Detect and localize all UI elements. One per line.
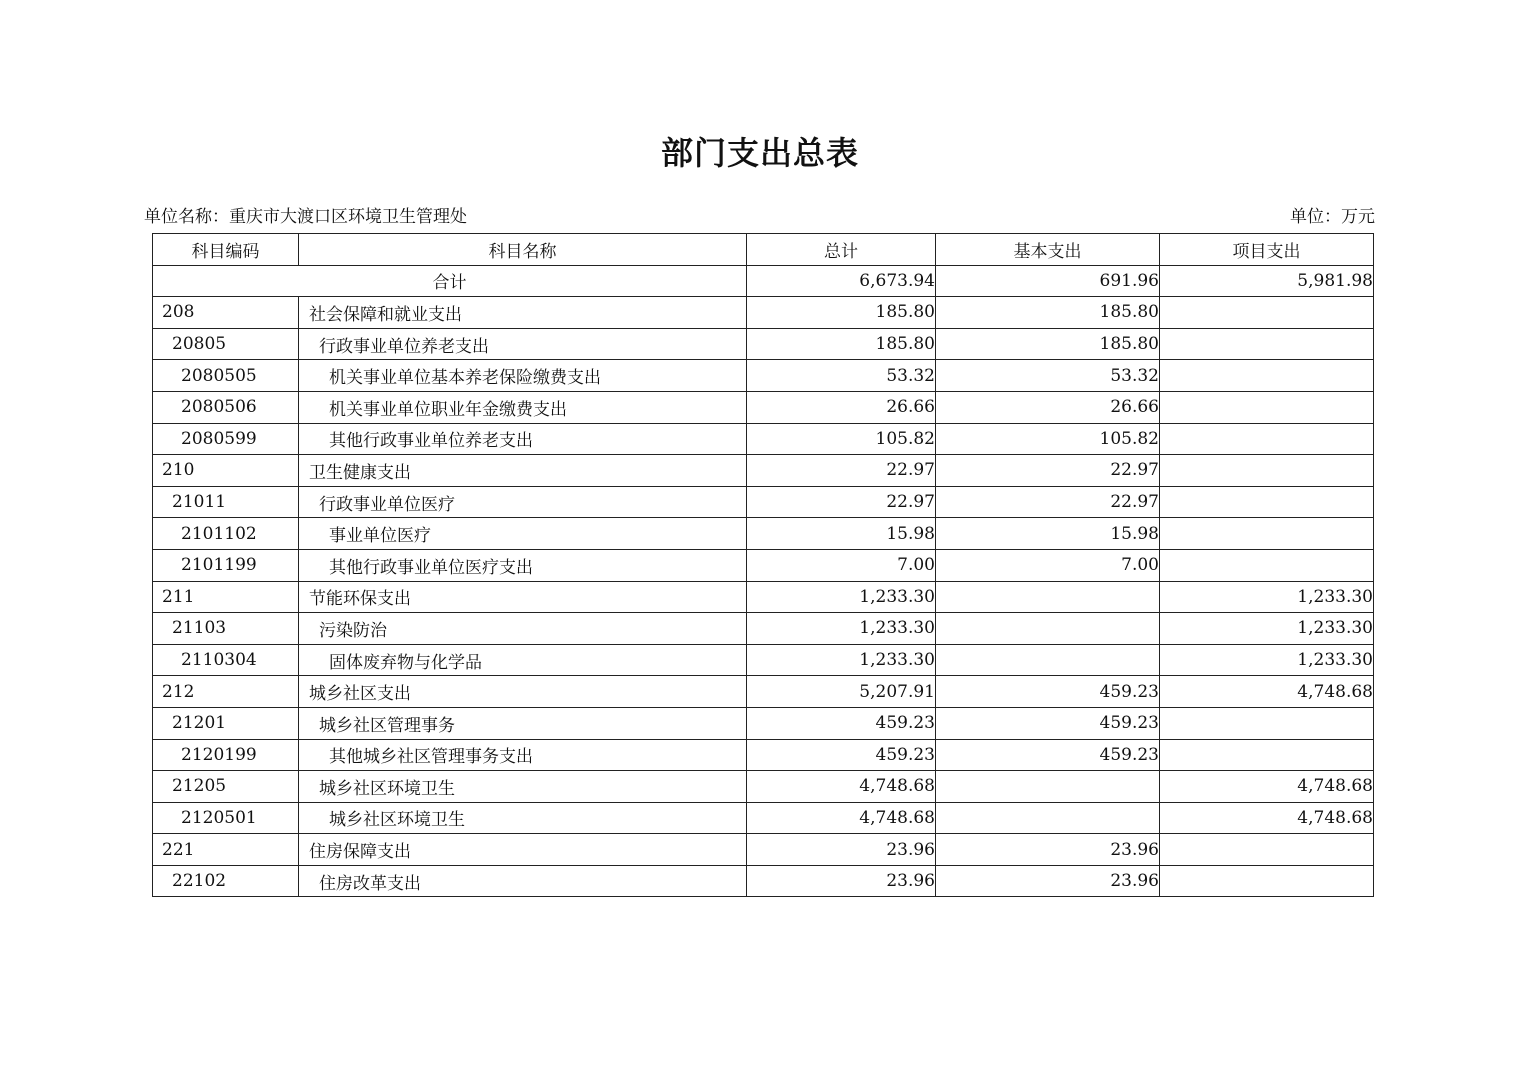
row-project (1160, 328, 1374, 360)
row-name: 住房改革支出 (299, 865, 747, 897)
summary-row (153, 265, 1374, 297)
row-name: 城乡社区环境卫生 (299, 802, 747, 834)
row-code: 212 (153, 676, 299, 708)
row-project: 1,233.30 (1160, 581, 1374, 613)
table-row (153, 865, 1374, 897)
unit-label: 单位：万元 (1290, 207, 1375, 227)
summary-total: 6,673.94 (747, 265, 936, 297)
row-name: 机关事业单位职业年金缴费支出 (299, 391, 747, 423)
table-row (153, 739, 1374, 771)
row-name: 节能环保支出 (299, 581, 747, 613)
row-basic (936, 581, 1160, 613)
row-total: 53.32 (747, 360, 936, 392)
table-row (153, 297, 1374, 329)
table-row (153, 581, 1374, 613)
table-row (153, 613, 1374, 645)
row-code: 211 (153, 581, 299, 613)
row-total: 4,748.68 (747, 771, 936, 803)
row-project: 4,748.68 (1160, 802, 1374, 834)
row-name: 城乡社区管理事务 (299, 707, 747, 739)
row-total: 5,207.91 (747, 676, 936, 708)
row-code: 21103 (153, 613, 299, 645)
row-total: 23.96 (747, 834, 936, 866)
row-project: 4,748.68 (1160, 676, 1374, 708)
row-basic: 23.96 (936, 865, 1160, 897)
table-row (153, 834, 1374, 866)
row-project (1160, 423, 1374, 455)
row-total: 185.80 (747, 328, 936, 360)
row-project (1160, 486, 1374, 518)
table-row (153, 423, 1374, 455)
row-basic (936, 802, 1160, 834)
row-basic (936, 771, 1160, 803)
table-row (153, 676, 1374, 708)
row-name: 卫生健康支出 (299, 455, 747, 487)
row-total: 4,748.68 (747, 802, 936, 834)
row-name: 城乡社区支出 (299, 676, 747, 708)
header-basic: 基本支出 (936, 234, 1160, 266)
row-code: 210 (153, 455, 299, 487)
row-basic: 459.23 (936, 739, 1160, 771)
table-body (153, 265, 1374, 897)
header-project: 项目支出 (1160, 234, 1374, 266)
row-total: 15.98 (747, 518, 936, 550)
row-basic: 53.32 (936, 360, 1160, 392)
row-project (1160, 391, 1374, 423)
row-code: 2120501 (153, 802, 299, 834)
row-project (1160, 865, 1374, 897)
row-project (1160, 297, 1374, 329)
row-code: 20805 (153, 328, 299, 360)
row-code: 2080599 (153, 423, 299, 455)
table-row (153, 360, 1374, 392)
row-basic: 185.80 (936, 297, 1160, 329)
summary-label: 合计 (153, 265, 747, 297)
row-total: 459.23 (747, 739, 936, 771)
row-code: 2101102 (153, 518, 299, 550)
table-row (153, 518, 1374, 550)
row-total: 1,233.30 (747, 644, 936, 676)
row-basic: 459.23 (936, 676, 1160, 708)
row-code: 2101199 (153, 549, 299, 581)
row-project (1160, 549, 1374, 581)
header-code: 科目编码 (153, 234, 299, 266)
row-total: 105.82 (747, 423, 936, 455)
row-project (1160, 834, 1374, 866)
row-total: 1,233.30 (747, 581, 936, 613)
row-total: 23.96 (747, 865, 936, 897)
row-basic: 23.96 (936, 834, 1160, 866)
expenditure-table (152, 233, 1374, 897)
table-row (153, 644, 1374, 676)
row-code: 221 (153, 834, 299, 866)
row-basic: 22.97 (936, 455, 1160, 487)
row-name: 污染防治 (299, 613, 747, 645)
row-name: 行政事业单位养老支出 (299, 328, 747, 360)
row-project: 1,233.30 (1160, 613, 1374, 645)
row-basic: 185.80 (936, 328, 1160, 360)
row-name: 城乡社区环境卫生 (299, 771, 747, 803)
row-basic (936, 613, 1160, 645)
row-code: 2110304 (153, 644, 299, 676)
row-name: 固体废弃物与化学品 (299, 644, 747, 676)
row-name: 住房保障支出 (299, 834, 747, 866)
row-project: 1,233.30 (1160, 644, 1374, 676)
table-row (153, 328, 1374, 360)
header-total: 总计 (747, 234, 936, 266)
row-name: 其他行政事业单位养老支出 (299, 423, 747, 455)
table-row (153, 707, 1374, 739)
row-basic: 15.98 (936, 518, 1160, 550)
row-basic: 105.82 (936, 423, 1160, 455)
row-basic: 459.23 (936, 707, 1160, 739)
row-basic: 7.00 (936, 549, 1160, 581)
summary-basic: 691.96 (936, 265, 1160, 297)
row-name: 事业单位医疗 (299, 518, 747, 550)
row-basic: 22.97 (936, 486, 1160, 518)
row-project (1160, 739, 1374, 771)
row-code: 21201 (153, 707, 299, 739)
row-name: 行政事业单位医疗 (299, 486, 747, 518)
table-row (153, 486, 1374, 518)
row-code: 2120199 (153, 739, 299, 771)
row-code: 22102 (153, 865, 299, 897)
row-code: 208 (153, 297, 299, 329)
row-total: 185.80 (747, 297, 936, 329)
row-total: 7.00 (747, 549, 936, 581)
row-total: 1,233.30 (747, 613, 936, 645)
row-total: 22.97 (747, 455, 936, 487)
row-basic: 26.66 (936, 391, 1160, 423)
row-code: 2080506 (153, 391, 299, 423)
row-project (1160, 455, 1374, 487)
row-name: 其他行政事业单位医疗支出 (299, 549, 747, 581)
row-name: 机关事业单位基本养老保险缴费支出 (299, 360, 747, 392)
unit-name-label: 单位名称：重庆市大渡口区环境卫生管理处 (144, 207, 467, 227)
row-project (1160, 518, 1374, 550)
row-total: 459.23 (747, 707, 936, 739)
table-row (153, 771, 1374, 803)
row-total: 22.97 (747, 486, 936, 518)
row-name: 社会保障和就业支出 (299, 297, 747, 329)
row-project (1160, 360, 1374, 392)
row-project: 4,748.68 (1160, 771, 1374, 803)
row-code: 2080505 (153, 360, 299, 392)
row-code: 21205 (153, 771, 299, 803)
table-row (153, 391, 1374, 423)
row-name: 其他城乡社区管理事务支出 (299, 739, 747, 771)
summary-project: 5,981.98 (1160, 265, 1374, 297)
table-row (153, 802, 1374, 834)
row-basic (936, 644, 1160, 676)
table-row (153, 549, 1374, 581)
table-row (153, 455, 1374, 487)
table-header-row (153, 234, 1374, 266)
page-title: 部门支出总表 (660, 134, 859, 172)
header-name: 科目名称 (299, 234, 747, 266)
row-project (1160, 707, 1374, 739)
row-code: 21011 (153, 486, 299, 518)
row-total: 26.66 (747, 391, 936, 423)
